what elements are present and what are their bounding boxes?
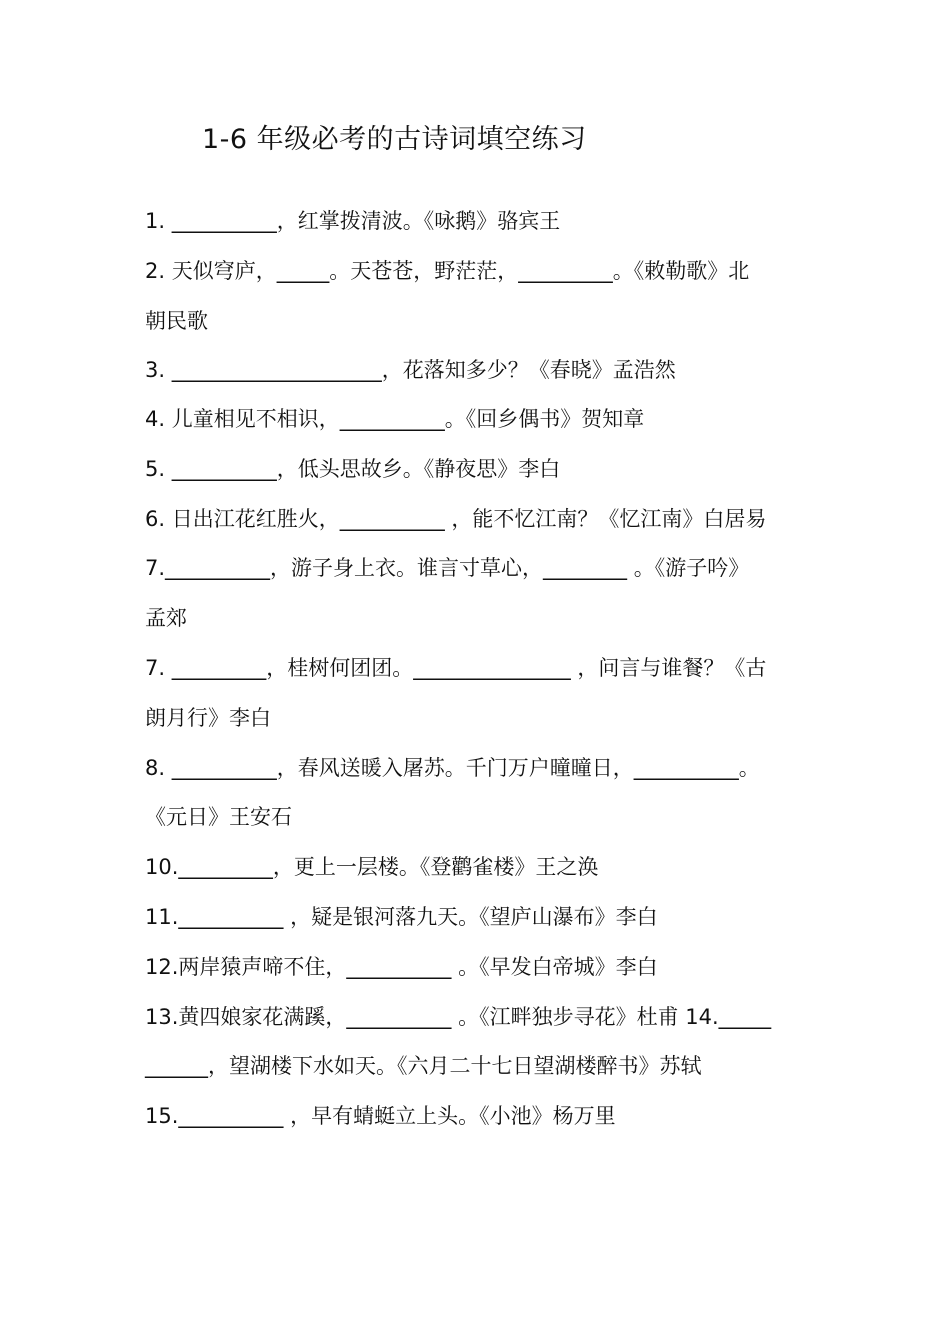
- page-title: 1-6 年级必考的古诗词填空练习: [202, 124, 587, 155]
- question-line: 10._________，更上一层楼。《登鹳雀楼》王之涣: [145, 855, 599, 879]
- question-line: 《元日》王安石: [145, 805, 292, 829]
- question-line: 7.__________，游子身上衣。谁言寸草心，________ 。《游子吟》: [145, 556, 750, 580]
- question-line: 4. 儿童相见不相识，__________。《回乡偶书》贺知章: [145, 407, 645, 431]
- question-line: 孟郊: [145, 606, 187, 630]
- question-line: ______，望湖楼下水如天。《六月二十七日望湖楼醉书》苏轼: [145, 1054, 702, 1078]
- question-line: 11.__________ ，疑是银河落九天。《望庐山瀑布》李白: [145, 905, 658, 929]
- question-line: 1. __________，红掌拨清波。《咏鹅》骆宾王: [145, 209, 561, 233]
- question-line: 8. __________，春风送暖入屠苏。千门万户曈曈日，__________。: [145, 756, 760, 780]
- question-line: 6. 日出江花红胜火，__________ ，能不忆江南？《忆江南》白居易: [145, 507, 767, 531]
- question-line: 13.黄四娘家花满蹊，__________ 。《江畔独步寻花》杜甫 14._____: [145, 1005, 772, 1029]
- question-line: 2. 天似穹庐，_____。天苍苍，野茫茫，_________。《敕勒歌》北: [145, 259, 750, 283]
- question-line: 3. ____________________，花落知多少？《春晓》孟浩然: [145, 358, 676, 382]
- question-line: 15.__________ ，早有蜻蜓立上头。《小池》杨万里: [145, 1104, 616, 1128]
- question-line: 5. __________，低头思故乡。《静夜思》李白: [145, 457, 561, 481]
- question-line: 7. _________，桂树何团团。_______________ ，问言与谁餐？《古: [145, 656, 767, 680]
- question-line: 12.两岸猿声啼不住，__________ 。《早发白帝城》李白: [145, 955, 658, 979]
- question-line: 朝民歌: [145, 309, 208, 333]
- question-line: 朗月行》李白: [145, 706, 271, 730]
